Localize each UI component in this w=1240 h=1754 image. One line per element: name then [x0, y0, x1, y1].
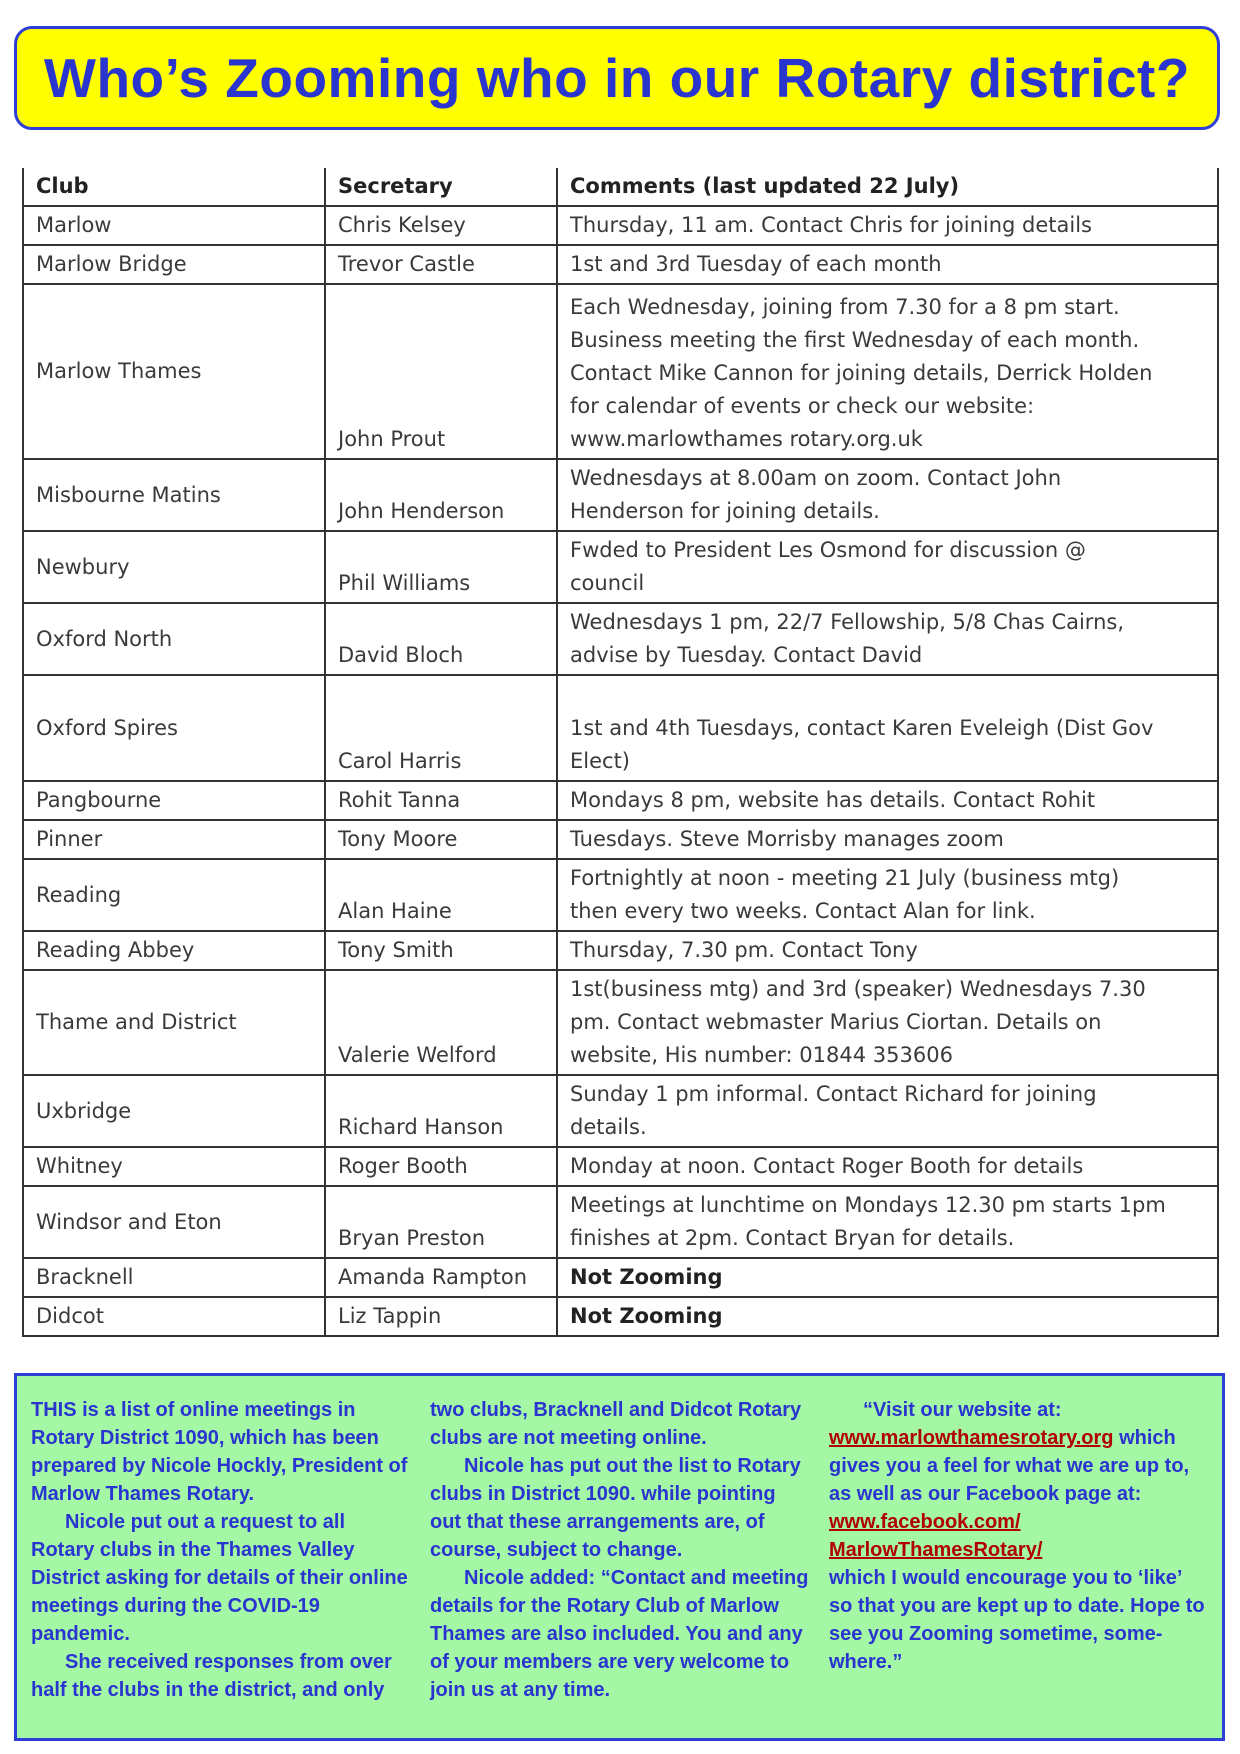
article-column-3: [829, 1396, 1210, 1724]
headline-banner: [14, 26, 1220, 130]
club-name: Oxford North: [23, 603, 325, 675]
comments: Fwded to President Les Osmond for discussion @ council: [557, 531, 1218, 603]
table-row: [23, 531, 1218, 603]
secretary-name: Alan Haine: [325, 859, 557, 931]
club-name: Thame and District: [23, 970, 325, 1075]
header-comments: Comments (last updated 22 July): [557, 168, 1218, 206]
table-row: [23, 1297, 1218, 1336]
comments: Wednesdays at 8.00am on zoom. Contact John Henderson for joining details.: [557, 459, 1218, 531]
club-name: Pinner: [23, 820, 325, 859]
header-club: Club: [23, 168, 325, 206]
comments: Meetings at lunchtime on Mondays 12.30 pm starts 1pm finishes at 2pm. Contact Bryan for details.: [557, 1186, 1218, 1258]
table-row: [23, 1075, 1218, 1147]
club-name: Windsor and Eton: [23, 1186, 325, 1258]
secretary-name: Phil Williams: [325, 531, 557, 603]
comments: Fortnightly at noon - meeting 21 July (business mtg) then every two weeks. Contact Alan for link.: [557, 859, 1218, 931]
secretary-name: Rohit Tanna: [325, 781, 557, 820]
comments: Mondays 8 pm, website has details. Contact Rohit: [557, 781, 1218, 820]
comments: Thursday, 7.30 pm. Contact Tony: [557, 931, 1218, 970]
club-name: Didcot: [23, 1297, 325, 1336]
club-name: Whitney: [23, 1147, 325, 1186]
table-row: [23, 1147, 1218, 1186]
club-name: Oxford Spires: [23, 675, 325, 781]
table-row: [23, 603, 1218, 675]
secretary-name: Amanda Rampton: [325, 1258, 557, 1297]
comments: 1st and 4th Tuesdays, contact Karen Eveleigh (Dist Gov Elect): [557, 675, 1218, 781]
table-row: [23, 675, 1218, 781]
secretary-name: Trevor Castle: [325, 245, 557, 284]
website-link[interactable]: www.marlowthamesrotary.org: [829, 1427, 1114, 1449]
comments: Sunday 1 pm informal. Contact Richard for joining details.: [557, 1075, 1218, 1147]
article-paragraph: “Visit our website at:: [863, 1399, 1062, 1421]
secretary-name: Valerie Welford: [325, 970, 557, 1075]
comments: Each Wednesday, joining from 7.30 for a 8 pm start. Business meeting the first Wednesday of each month. Contact Mike Cannon for joining details, Derrick Holden for calendar of events or check our website: www.marlowthames rotary.org.uk: [557, 284, 1218, 459]
article-paragraph: [829, 1424, 1210, 1508]
comments: Not Zooming: [557, 1297, 1218, 1336]
zoom-meetings-table: [22, 168, 1219, 1337]
article-text: which gives you a feel for what we are up to, as well as our Facebook page at:: [829, 1427, 1190, 1505]
zoom-meetings-table-container: [22, 168, 1217, 1337]
article-paragraph: She received responses from over half the clubs in the district, and only: [31, 1651, 392, 1701]
club-name: Uxbridge: [23, 1075, 325, 1147]
club-name: Pangbourne: [23, 781, 325, 820]
page-title: Who’s Zooming who in our Rotary district?: [44, 47, 1190, 109]
article-paragraph: Nicole put out a request to all Rotary clubs in the Thames Valley District asking for details of their online meetings during the COVID-19 pandemic.: [31, 1511, 408, 1645]
article-column-2: [430, 1396, 811, 1724]
table-row: [23, 820, 1218, 859]
club-name: Reading: [23, 859, 325, 931]
article-paragraph: two clubs, Bracknell and Didcot Rotary clubs are not meeting online.: [430, 1399, 802, 1449]
comments: Wednesdays 1 pm, 22/7 Fellowship, 5/8 Chas Cairns, advise by Tuesday. Contact David: [557, 603, 1218, 675]
table-row: [23, 970, 1218, 1075]
article-paragraph: THIS is a list of online meetings in Rotary District 1090, which has been prepared by Nicole Hockly, President of Marlow Thames Rotary.: [31, 1399, 408, 1505]
secretary-name: Chris Kelsey: [325, 206, 557, 245]
table-row: [23, 206, 1218, 245]
club-name: Misbourne Matins: [23, 459, 325, 531]
secretary-name: John Henderson: [325, 459, 557, 531]
secretary-name: David Bloch: [325, 603, 557, 675]
article-paragraph: which I would encourage you to ‘like’ so that you are kept up to date. Hope to see you Zooming sometime, some-where.”: [829, 1567, 1205, 1673]
club-name: Reading Abbey: [23, 931, 325, 970]
club-name: Marlow Bridge: [23, 245, 325, 284]
secretary-name: Tony Moore: [325, 820, 557, 859]
table-row: [23, 284, 1218, 459]
article-paragraph: Nicole has put out the list to Rotary clubs in District 1090. while pointing out that these arrangements are, of course, subject to change.: [430, 1455, 801, 1561]
article-paragraph: Nicole added: “Contact and meeting details for the Rotary Club of Marlow Thames are also included. You and any of your members are very welcome to join us at any time.: [430, 1567, 809, 1701]
club-name: Bracknell: [23, 1258, 325, 1297]
comments: Monday at noon. Contact Roger Booth for details: [557, 1147, 1218, 1186]
table-row: [23, 1258, 1218, 1297]
club-name: Marlow Thames: [23, 284, 325, 459]
article-column-1: [31, 1396, 412, 1724]
table-row: [23, 781, 1218, 820]
article-box: [14, 1373, 1225, 1741]
table-row: [23, 1186, 1218, 1258]
secretary-name: Liz Tappin: [325, 1297, 557, 1336]
facebook-link-continued[interactable]: MarlowThamesRotary/: [829, 1539, 1043, 1561]
comments: 1st(business mtg) and 3rd (speaker) Wednesdays 7.30 pm. Contact webmaster Marius Ciortan. Details on website, His number: 01844 353606: [557, 970, 1218, 1075]
facebook-link[interactable]: www.facebook.com/: [829, 1511, 1021, 1533]
secretary-name: John Prout: [325, 284, 557, 459]
club-name: Marlow: [23, 206, 325, 245]
table-header-row: [23, 168, 1218, 206]
table-row: [23, 931, 1218, 970]
table-row: [23, 859, 1218, 931]
secretary-name: Roger Booth: [325, 1147, 557, 1186]
article-paragraph: [829, 1508, 1210, 1564]
table-row: [23, 459, 1218, 531]
comments: Not Zooming: [557, 1258, 1218, 1297]
comments: 1st and 3rd Tuesday of each month: [557, 245, 1218, 284]
comments: Thursday, 11 am. Contact Chris for joining details: [557, 206, 1218, 245]
table-row: [23, 245, 1218, 284]
header-secretary: Secretary: [325, 168, 557, 206]
secretary-name: Richard Hanson: [325, 1075, 557, 1147]
secretary-name: Carol Harris: [325, 675, 557, 781]
secretary-name: Bryan Preston: [325, 1186, 557, 1258]
secretary-name: Tony Smith: [325, 931, 557, 970]
club-name: Newbury: [23, 531, 325, 603]
comments: Tuesdays. Steve Morrisby manages zoom: [557, 820, 1218, 859]
